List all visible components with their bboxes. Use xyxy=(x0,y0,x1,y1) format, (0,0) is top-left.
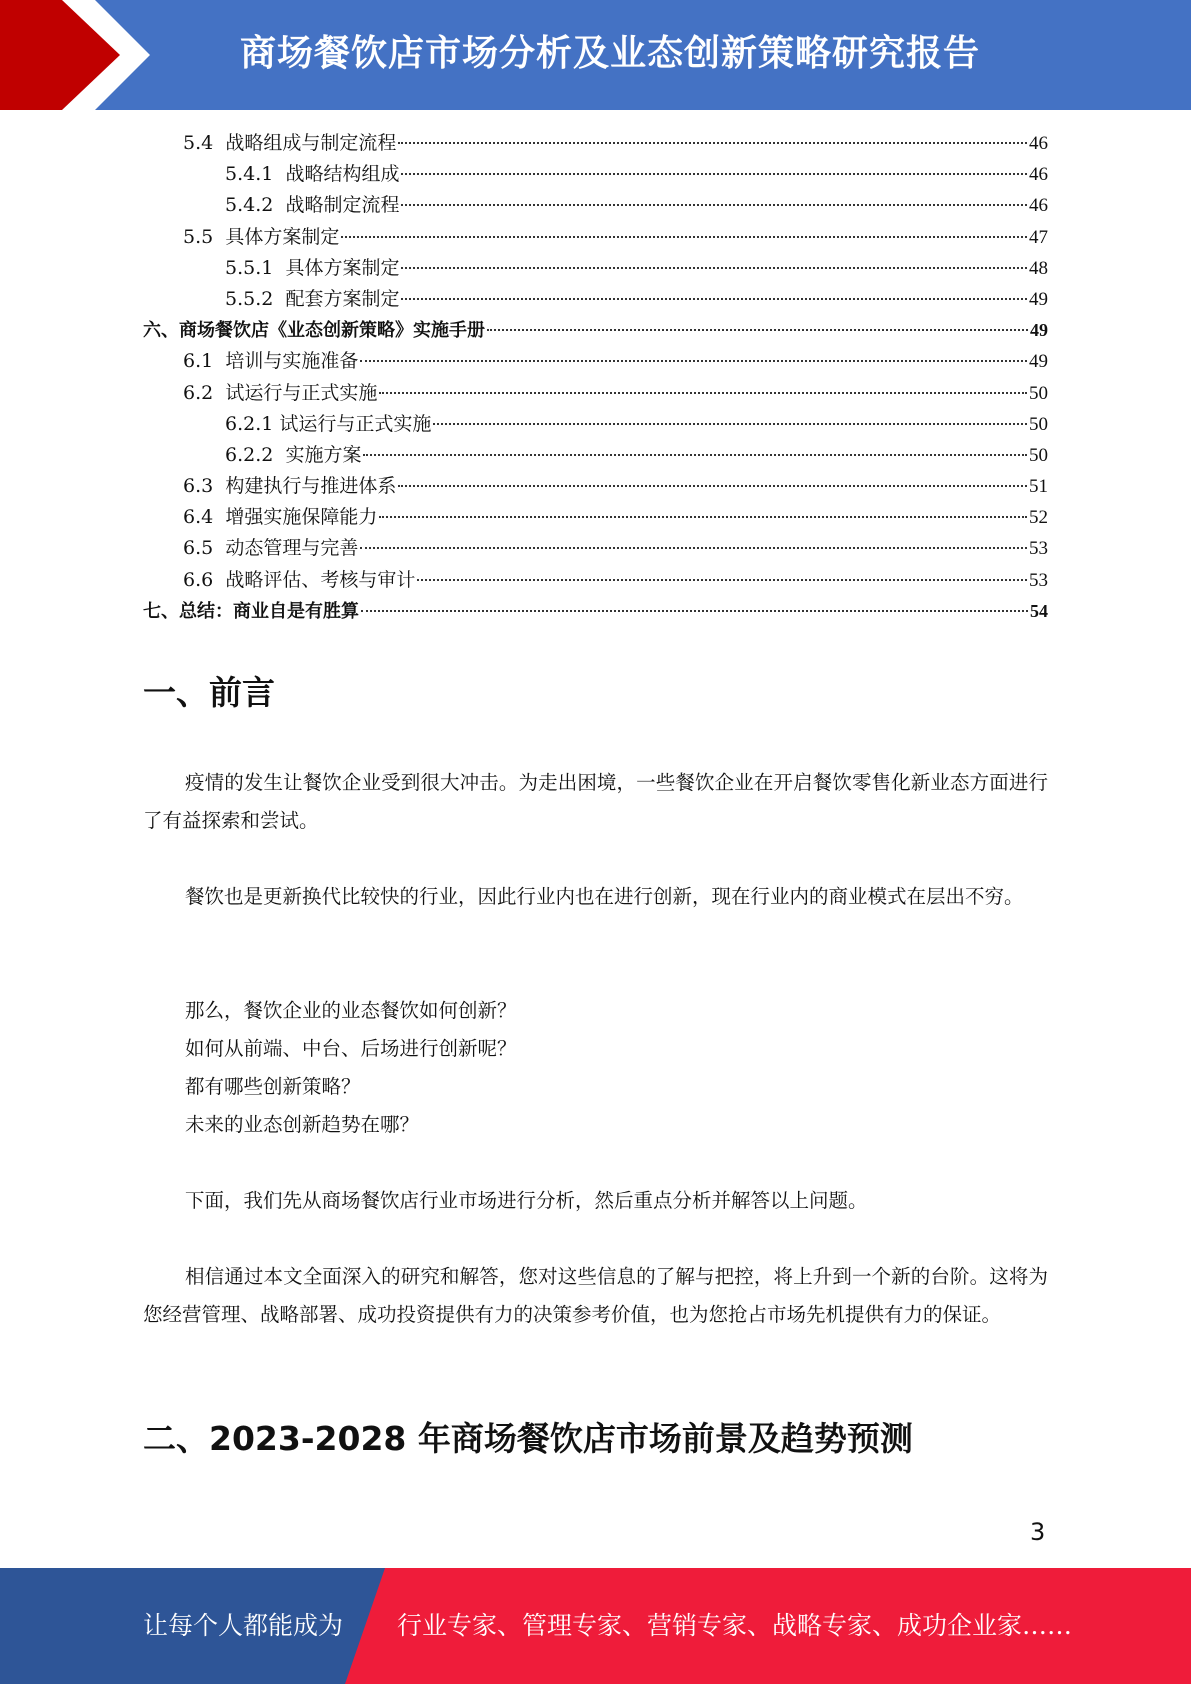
toc-entry-label: 战略评估、考核与审计 xyxy=(225,568,416,591)
table-of-contents xyxy=(143,128,1048,627)
toc-entry-label: 配套方案制定 xyxy=(285,287,400,310)
report-title: 商场餐饮店市场分析及业态创新策略研究报告 xyxy=(240,33,981,74)
toc-dot-leader xyxy=(361,610,1028,612)
page-header xyxy=(0,0,1191,110)
toc-entry-page: 54 xyxy=(1030,600,1048,621)
question-line: 都有哪些创新策略？ xyxy=(185,1075,361,1098)
toc-dot-leader xyxy=(379,392,1027,394)
toc-dot-leader xyxy=(401,298,1027,300)
toc-entry-label: 六、商场餐饮店《业态创新策略》实施手册 xyxy=(143,320,485,342)
toc-entry[interactable] xyxy=(143,409,1048,440)
toc-entry[interactable] xyxy=(143,284,1048,315)
toc-entry-number: 5.5.2 xyxy=(225,287,274,310)
paragraph: 餐饮也是更新换代比较快的行业，因此行业内也在进行创新，现在行业内的商业模式在层出不穷。 xyxy=(185,885,1024,908)
toc-entry[interactable] xyxy=(143,440,1048,471)
toc-entry[interactable] xyxy=(143,128,1048,159)
toc-entry[interactable] xyxy=(143,378,1048,409)
toc-entry-label: 试运行与正式实施 xyxy=(279,412,432,435)
question-line: 未来的业态创新趋势在哪？ xyxy=(185,1113,420,1136)
toc-entry-number: 6.2 xyxy=(183,381,214,404)
footer-slogan-right: 行业专家、管理专家、营销专家、战略专家、成功企业家…… xyxy=(397,1611,1073,1640)
toc-dot-leader xyxy=(401,173,1027,175)
toc-entry-label: 战略结构组成 xyxy=(285,163,400,186)
toc-entry-label: 增强实施保障能力 xyxy=(225,506,378,529)
toc-entry-label: 实施方案 xyxy=(285,443,362,466)
toc-dot-leader xyxy=(363,454,1027,456)
toc-entry-number: 5.4.2 xyxy=(225,194,274,217)
toc-dot-leader xyxy=(401,204,1027,206)
question-line: 那么，餐饮企业的业态餐饮如何创新？ xyxy=(185,999,517,1022)
toc-entry-page: 46 xyxy=(1029,164,1048,186)
toc-dot-leader xyxy=(341,236,1027,238)
toc-dot-leader xyxy=(360,360,1027,362)
toc-entry-page: 50 xyxy=(1029,444,1048,466)
toc-dot-leader xyxy=(398,142,1027,144)
toc-dot-leader xyxy=(433,423,1027,425)
toc-entry-label: 战略组成与制定流程 xyxy=(225,132,397,154)
toc-entry[interactable] xyxy=(143,315,1048,346)
toc-entry-page: 46 xyxy=(1029,195,1048,217)
toc-entry-page: 51 xyxy=(1029,476,1048,498)
toc-entry-number: 6.4 xyxy=(183,506,214,529)
header-arrow-decoration xyxy=(0,0,160,110)
toc-entry-page: 52 xyxy=(1029,507,1048,529)
toc-entry-label: 培训与实施准备 xyxy=(225,350,359,373)
toc-entry[interactable] xyxy=(143,253,1048,284)
toc-entry[interactable] xyxy=(143,159,1048,190)
toc-entry-label: 动态管理与完善 xyxy=(225,537,359,560)
toc-entry-number: 6.3 xyxy=(183,475,214,498)
paragraph: 下面，我们先从商场餐饮店行业市场进行分析，然后重点分析并解答以上问题。 xyxy=(185,1189,868,1212)
toc-entry[interactable] xyxy=(143,471,1048,502)
toc-entry[interactable] xyxy=(143,533,1048,564)
toc-entry-label: 战略制定流程 xyxy=(285,194,400,217)
question-line: 如何从前端、中台、后场进行创新呢？ xyxy=(185,1037,517,1060)
toc-dot-leader xyxy=(417,579,1027,581)
toc-entry-page: 47 xyxy=(1029,226,1048,248)
toc-entry-page: 50 xyxy=(1029,413,1048,435)
paragraph: 相信通过本文全面深入的研究和解答，您对这些信息的了解与把控，将上升到一个新的台阶。这将为您经营管理、战略部署、成功投资提供有力的决策参考价值，也为您抢占市场先机提供有力的保证。 xyxy=(143,1265,1048,1326)
section-heading-forecast: 二、2023-2028 年商场餐饮店市场前景及趋势预测 xyxy=(143,1419,913,1458)
toc-dot-leader xyxy=(401,267,1027,269)
toc-dot-leader xyxy=(398,485,1027,487)
page-number: 3 xyxy=(1030,1518,1046,1546)
toc-entry-label: 构建执行与推进体系 xyxy=(225,475,397,498)
toc-entry-label: 试运行与正式实施 xyxy=(225,381,378,404)
toc-entry[interactable] xyxy=(143,596,1048,627)
toc-dot-leader xyxy=(360,547,1027,549)
toc-entry-page: 53 xyxy=(1029,569,1048,591)
toc-entry[interactable] xyxy=(143,565,1048,596)
toc-entry[interactable] xyxy=(143,222,1048,253)
toc-entry[interactable] xyxy=(143,502,1048,533)
toc-entry-page: 53 xyxy=(1029,538,1048,560)
toc-entry[interactable] xyxy=(143,190,1048,221)
page-footer xyxy=(0,1568,1191,1684)
toc-entry-number: 5.4 xyxy=(183,132,214,154)
toc-entry-number: 5.5 xyxy=(183,225,214,248)
toc-dot-leader xyxy=(379,516,1027,518)
footer-slogan-left: 让每个人都能成为 xyxy=(143,1611,344,1640)
toc-entry-number: 6.2.1 xyxy=(225,412,274,435)
section-heading-preface: 一、前言 xyxy=(143,673,275,712)
toc-entry-number: 5.5.1 xyxy=(225,256,274,279)
toc-dot-leader xyxy=(487,329,1028,331)
toc-entry-number: 6.1 xyxy=(183,350,214,373)
toc-entry-page: 49 xyxy=(1029,351,1048,373)
toc-entry-label: 七、总结：商业自是有胜算 xyxy=(143,600,359,622)
toc-entry-label: 具体方案制定 xyxy=(225,225,340,248)
paragraph: 疫情的发生让餐饮企业受到很大冲击。为走出困境，一些餐饮企业在开启餐饮零售化新业态方面进行了有益探索和尝试。 xyxy=(143,771,1048,832)
toc-entry-page: 50 xyxy=(1029,382,1048,404)
toc-entry-page: 49 xyxy=(1029,288,1048,310)
toc-entry-page: 48 xyxy=(1029,257,1048,279)
toc-entry-number: 5.4.1 xyxy=(225,163,274,186)
toc-entry-number: 6.2.2 xyxy=(225,443,274,466)
toc-entry-number: 6.6 xyxy=(183,568,214,591)
toc-entry-page: 49 xyxy=(1030,320,1048,341)
toc-entry-page: 46 xyxy=(1029,133,1048,154)
toc-entry-label: 具体方案制定 xyxy=(285,256,400,279)
toc-entry[interactable] xyxy=(143,346,1048,377)
toc-entry-number: 6.5 xyxy=(183,537,214,560)
